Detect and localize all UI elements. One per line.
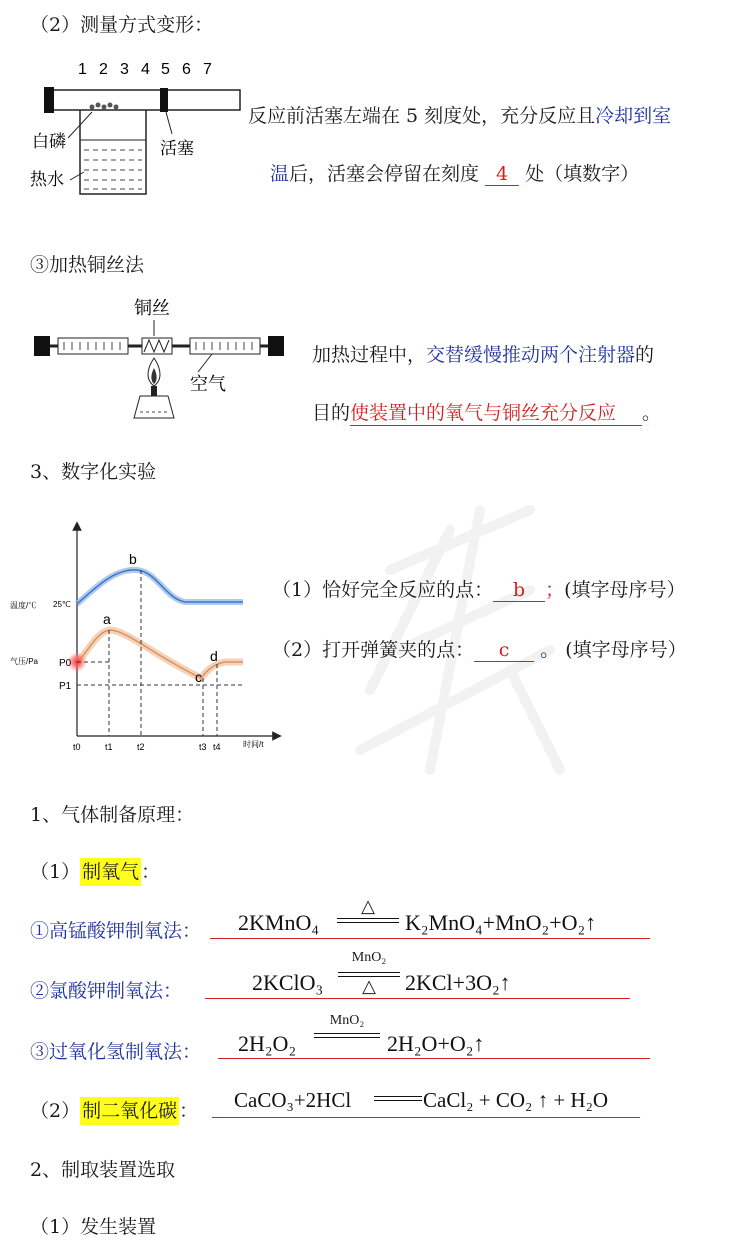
- x-tick-t1: t1: [105, 742, 113, 752]
- equation-underline: [212, 1117, 640, 1118]
- condition-catalyst: MnO₂: [329, 1013, 365, 1028]
- scale-tick: 6: [182, 61, 191, 78]
- equation-h2o2-right: 2H₂O+O₂↑: [387, 1031, 485, 1056]
- scale-tick: 3: [120, 61, 129, 78]
- condition-heat-icon: △: [361, 896, 375, 917]
- point-b-label: b: [129, 551, 137, 567]
- section-heading-digital: 3、数字化实验: [30, 461, 157, 483]
- method-kmno4-name: ①高锰酸钾制氧法：: [30, 920, 202, 942]
- method-kclo3-name: ②氯酸钾制氧法：: [30, 980, 183, 1002]
- copper-text-line2: 目的使装置中的氧气与铜丝充分反应 。: [312, 398, 661, 426]
- x-tick-t3: t3: [199, 742, 207, 752]
- measure-text-line2: 温后，活塞会停留在刻度 4 处（填数字）: [270, 163, 640, 185]
- answer-blank: c: [474, 639, 534, 662]
- label-piston: 活塞: [160, 139, 194, 158]
- measure-text-line1: 反应前活塞左端在 5 刻度处，充分反应且冷却到室: [248, 105, 672, 127]
- label-hotwater: 热水: [30, 170, 64, 189]
- condition-catalyst: MnO₂: [351, 950, 387, 965]
- y-tick-p0: P0: [59, 658, 72, 669]
- scale-tick: 4: [141, 61, 150, 78]
- equation-kmno4-left: 2KMnO₄: [238, 910, 320, 935]
- syringe-phosphorus-diagram: [20, 52, 250, 202]
- point-c-label: c: [195, 669, 202, 685]
- x-axis-label: 时间/t: [243, 740, 264, 749]
- condition-heat-icon: △: [362, 976, 376, 997]
- y-tick-p1: P1: [59, 681, 72, 692]
- label-phosphorus: 白磷: [32, 132, 66, 151]
- scale-tick: 5: [161, 61, 170, 78]
- equation-co2-equals: [374, 1096, 422, 1101]
- label-wire: 铜丝: [134, 298, 170, 318]
- equation-h2o2-condition: [314, 1013, 380, 1038]
- y-series-pressure-label: 气压/Pa: [10, 657, 39, 666]
- x-tick-t4: t4: [213, 742, 221, 752]
- question-1: （1）恰好完全反应的点： b ；(填字母序号）: [272, 579, 686, 601]
- equation-kclo3-right: 2KCl+3O₂↑: [405, 970, 511, 995]
- answer-blank: 4: [485, 163, 519, 186]
- section-heading-copper: ③加热铜丝法: [30, 254, 145, 276]
- equation-co2-right: CaCl₂ + CO₂ ↑ + H₂O: [423, 1088, 609, 1112]
- x-tick-t0: t0: [73, 742, 81, 752]
- equation-kclo3-condition: [338, 950, 400, 996]
- equation-underline: [218, 1058, 650, 1059]
- y-series-temp-label: 温度/℃: [10, 601, 37, 610]
- equation-kmno4-right: K₂MnO₄+MnO₂+O₂↑: [405, 910, 597, 935]
- co2-heading: （2） 制二氧化碳 ：: [30, 1096, 198, 1123]
- question-2: （2）打开弹簧夹的点： c 。 (填字母序号）: [272, 639, 687, 661]
- point-d-label: d: [210, 648, 218, 664]
- equation-h2o2-left: 2H₂O₂: [238, 1031, 297, 1056]
- answer-blank: b: [493, 579, 545, 602]
- section-heading-measure: （2）测量方式变形：: [30, 14, 214, 36]
- method-h2o2-name: ③过氧化氢制氧法：: [30, 1041, 202, 1063]
- answer-blank: 使装置中的氧气与铜丝充分反应: [350, 398, 642, 426]
- scale-tick: 1: [78, 61, 87, 78]
- section-heading-gas: 1、气体制备原理：: [30, 804, 195, 826]
- copper-wire-diagram: [30, 292, 290, 422]
- label-air: 空气: [190, 374, 226, 394]
- equation-kclo3-left: 2KClO₃: [252, 970, 324, 995]
- equation-underline: [205, 998, 630, 999]
- scale-tick: 7: [203, 61, 212, 78]
- y-tick-25: 25℃: [53, 600, 71, 609]
- copper-text-line1: 加热过程中，交替缓慢推动两个注射器的: [312, 344, 655, 366]
- x-tick-t2: t2: [137, 742, 145, 752]
- equation-co2-left: CaCO₃+2HCl: [234, 1088, 352, 1112]
- section-heading-device: 2、制取装置选取: [30, 1159, 176, 1181]
- scale-tick: 2: [99, 61, 108, 78]
- oxygen-heading: （1） 制氧气 ：: [30, 857, 160, 884]
- pressure-temperature-chart: [5, 518, 285, 758]
- equation-kmno4-condition: [337, 896, 399, 923]
- subheading-generator: （1）发生装置: [30, 1216, 157, 1238]
- point-a-label: a: [103, 611, 111, 627]
- equation-underline: [210, 938, 650, 939]
